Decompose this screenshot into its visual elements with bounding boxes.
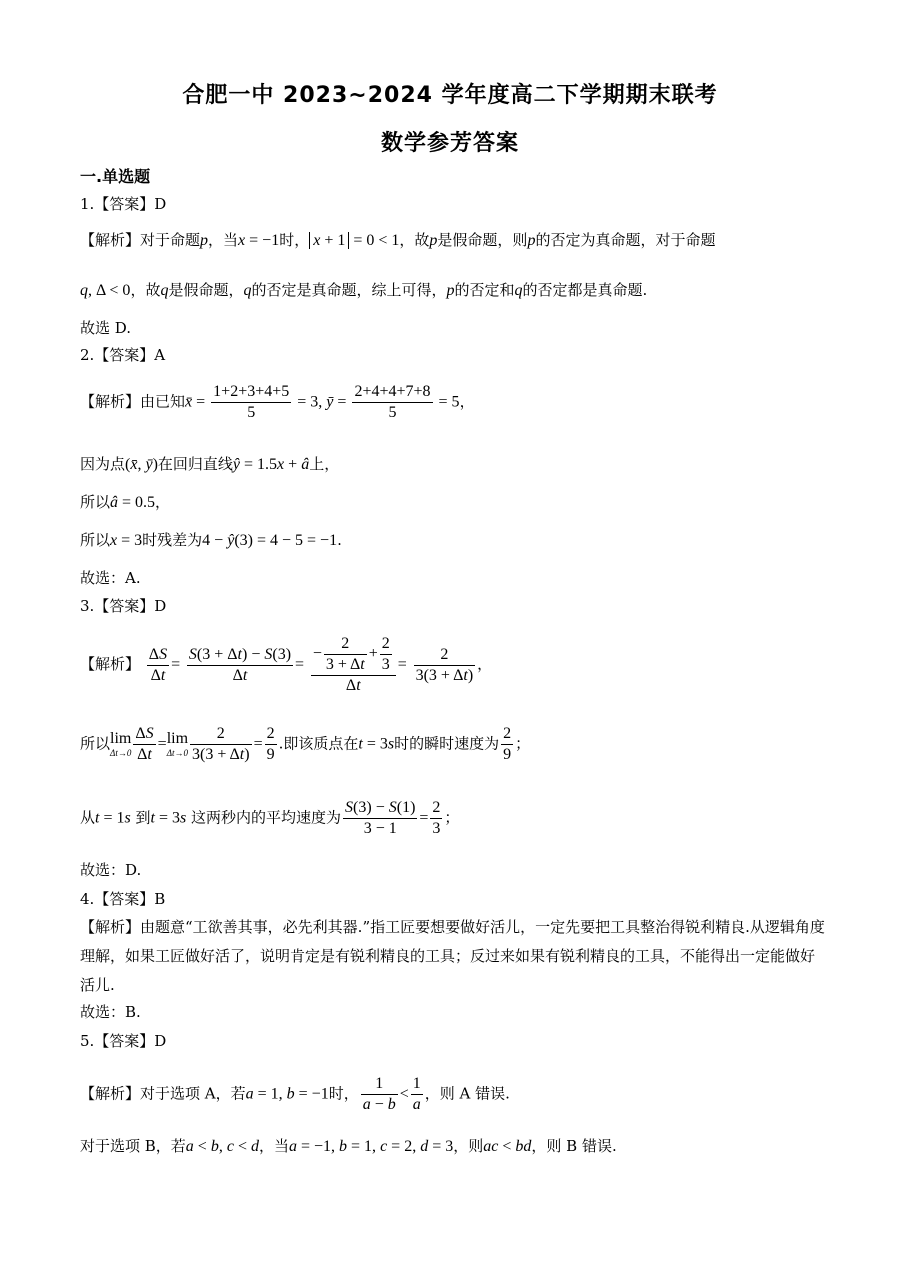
q3-analysis-line3: 从t = 1s 到t = 3s 这两秒内的平均速度为 $\frac{S(3) - S(1)}{3 - 1}$ = $\frac{2}{3}$ ；: [80, 799, 460, 837]
q4-conclusion: 故选：B.: [80, 1003, 141, 1021]
q2-analysis-line4: 所以x = 3时残差为4 − ŷ(3) = 4 − 5 = −1.: [80, 531, 342, 549]
q2-analysis-line3: 所以â = 0.5，: [80, 493, 171, 511]
q1-conclusion: 故选 D.: [80, 319, 132, 337]
doc-subtitle: 数学参芳答案: [380, 131, 519, 156]
q1-answer: 1.【答案】D: [80, 195, 167, 213]
q4-analysis: 【解析】由题意“工欲善其事，必先利其器.”指工匠要想要做好活儿，一定先要把工具整治得锐利精良.从逻辑角度理解，如果工匠做好活了，说明肯定是有锐利精良的工具；反过来如果有锐利精良的工具，不能得出一定能做好活儿.: [80, 918, 825, 994]
q5-analysis-line2: 对于选项 B，若a < b, c < d，当a = −1, b = 1, c = 2, d = 3，则ac < bd，则 B 错误.: [80, 1137, 617, 1155]
doc-title: 合肥一中 2023~2024 学年度高二下学期期末联考: [182, 83, 718, 108]
q2-analysis-line2: 因为点(x̄, ȳ)在回归直线ŷ = 1.5x + â上，: [80, 455, 340, 473]
q4-answer: 4.【答案】B: [80, 890, 166, 908]
q2-analysis-line1: 【解析】由已知x̄ = $\frac{1+2+3+4+5}{5}$ = 3, ȳ = $\frac{2+4+4+7+8}{5}$ = 5，: [80, 383, 475, 421]
q1-analysis-line1: 【解析】对于命题p，当x = −1时， x + 1 = 0 < 1，故p是假命题，则p的否定为真命题，对于命题: [80, 231, 716, 249]
q3-analysis-line2: 所以lim Δt→0 $\frac{\Delta S}{\Delta t}$ =lim Δt→0 $\frac{2}{3(3 + \Delta t)}$ = $\frac{2}{9}$ .即该质点在t = 3s时的瞬时速度为 $\frac{2}{9}$ ；: [80, 725, 531, 763]
q1-analysis-line2: q, Δ < 0，故q是假命题，q的否定是真命题，综上可得，p的否定和q的否定都是真命题.: [80, 281, 648, 299]
q2-answer: 2.【答案】A: [80, 346, 166, 364]
q3-analysis-line1: 【解析】 $\frac{\Delta S}{\Delta t}$ = $\frac{S(3 + \Delta t) - S(3)}{\Delta t}$ = − $\frac{2}{3 + \Delta t}$ + $\frac{2}{3}$ Δt = $\frac{2}{3(3 + \Delta t)}$ ，: [80, 635, 493, 694]
section-heading: 一.单选题: [80, 167, 151, 186]
q3-conclusion: 故选：D.: [80, 861, 142, 879]
q3-answer: 3.【答案】D: [80, 597, 167, 615]
q5-answer: 5.【答案】D: [80, 1032, 167, 1050]
q2-conclusion: 故选：A.: [80, 569, 141, 587]
q5-analysis-line1: 【解析】对于选项 A，若a = 1, b = −1时， $\frac{1}{a - b}$ < $\frac{1}{a}$ ，则 A 错误.: [80, 1075, 510, 1113]
